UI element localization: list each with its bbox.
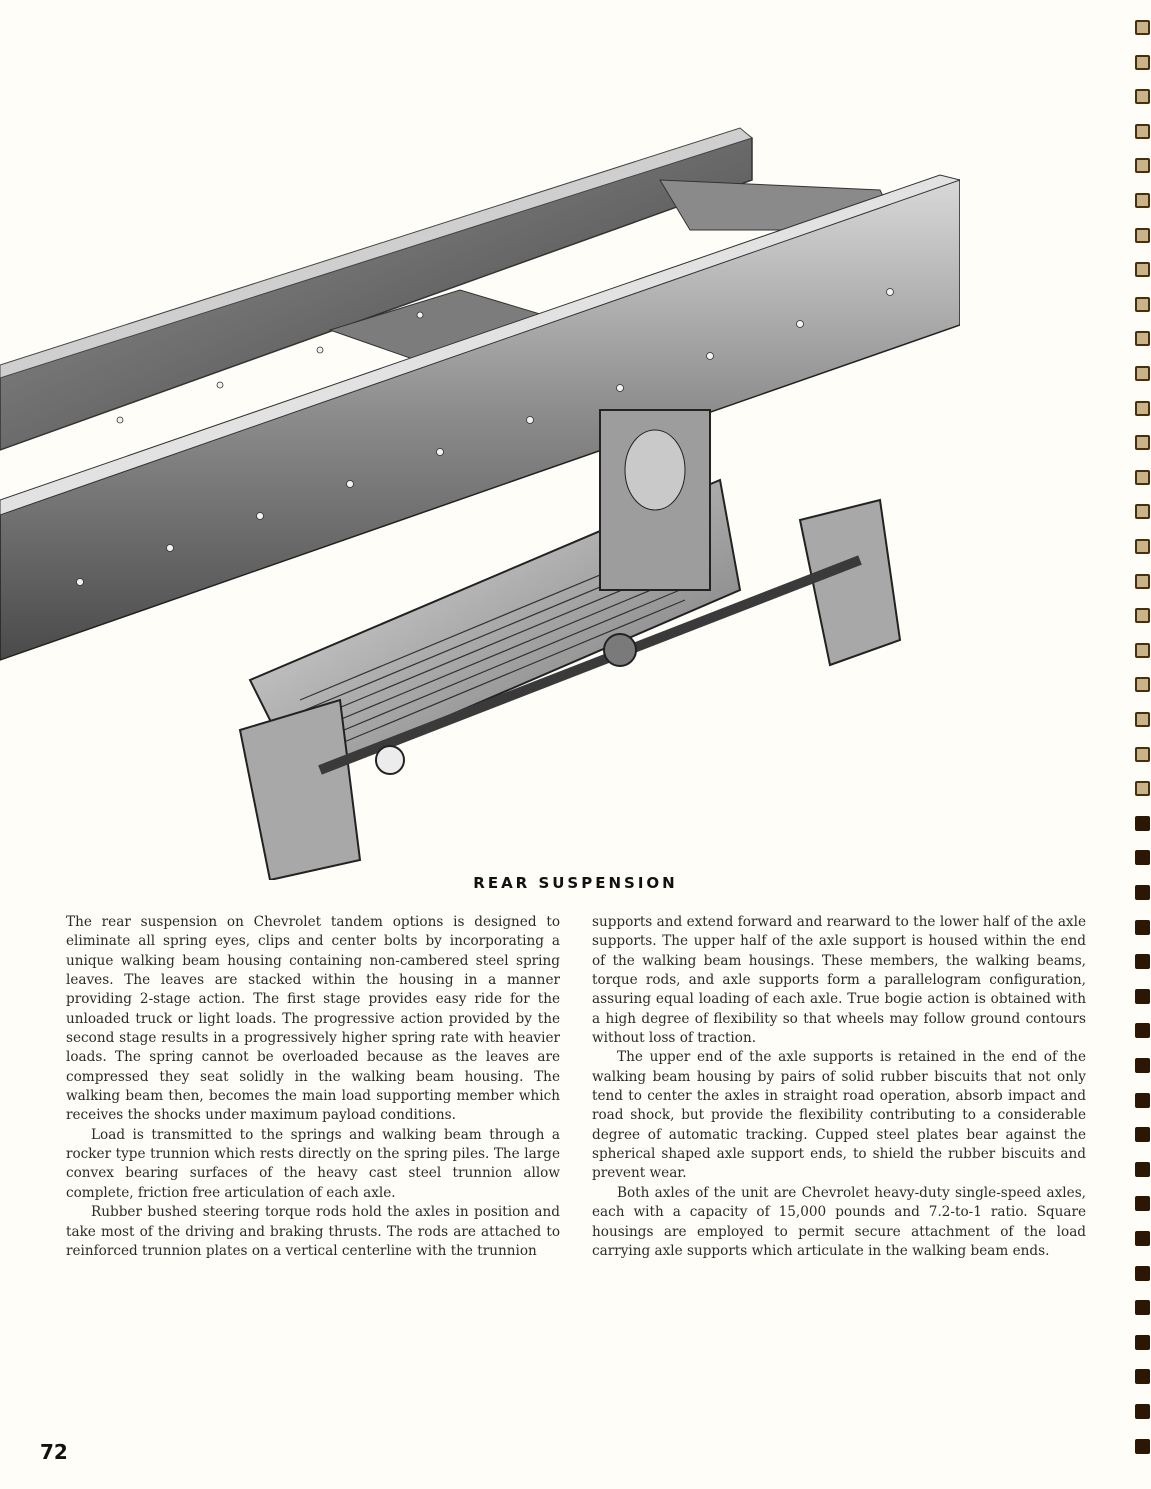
spiral-ring xyxy=(1135,1127,1150,1142)
spiral-ring xyxy=(1135,55,1150,70)
paragraph: Load is transmitted to the springs and walking beam through a rocker type trunnion which rests directly on the spring piles. The large convex bearing surfaces of the heavy cast steel trunnion allow complete, friction free articulation of each axle. xyxy=(66,1126,560,1201)
spiral-ring xyxy=(1135,193,1150,208)
front-axle-support xyxy=(240,700,360,880)
spiral-ring xyxy=(1135,1093,1150,1108)
paragraph: Both axles of the unit are Chevrolet heavy-duty single-speed axles, each with a capacity of 15,000 pounds and 7.2-to-1 ratio. Square housings are employed to permit secure attachment of the load carrying axle supports which articulate in the walking beam ends. xyxy=(592,1184,1086,1259)
spiral-ring xyxy=(1135,1266,1150,1281)
spiral-ring xyxy=(1135,574,1150,589)
spiral-ring xyxy=(1135,366,1150,381)
paragraph: supports and extend forward and rearward to the lower half of the axle supports. The upper half of the axle support is housed within the end of the walking beam housings. These members, the walking beams, torque rods, and axle supports form a parallelogram configuration, assuring equal loading of each axle. True bogie action is obtained with a high degree of flexibility so that wheels may follow ground contours without loss of traction. xyxy=(592,914,1086,1047)
spiral-ring xyxy=(1135,1058,1150,1073)
spiral-ring xyxy=(1135,850,1150,865)
spiral-ring xyxy=(1135,885,1150,900)
spiral-ring xyxy=(1135,89,1150,104)
spiral-ring xyxy=(1135,1439,1150,1454)
spiral-ring xyxy=(1135,228,1150,243)
spiral-ring xyxy=(1135,20,1150,35)
spiral-ring xyxy=(1135,262,1150,277)
spiral-ring xyxy=(1135,1404,1150,1419)
spiral-ring xyxy=(1135,712,1150,727)
spiral-ring xyxy=(1135,747,1150,762)
spiral-ring xyxy=(1135,608,1150,623)
rear-suspension-illustration xyxy=(0,120,960,880)
spiral-ring xyxy=(1135,331,1150,346)
spiral-ring xyxy=(1135,504,1150,519)
paragraph: The upper end of the axle supports is retained in the end of the walking beam housing by pairs of solid rubber biscuits that not only tend to center the axles in straight road operation, absorb impact and road shock, but provide the flexibility contributing to a considerable degree of automatic tracking. Cupped steel plates bear against the spherical shaped axle support ends, to shield the rubber biscuits and prevent wear. xyxy=(592,1049,1086,1182)
spiral-ring xyxy=(1135,1300,1150,1315)
paragraph: Rubber bushed steering torque rods hold the axles in position and take most of the driving and braking thrusts. The rods are attached to reinforced trunnion plates on a vertical centerline with the trunnion xyxy=(66,1204,560,1259)
spiral-ring xyxy=(1135,677,1150,692)
spiral-ring xyxy=(1135,1162,1150,1177)
spiral-ring xyxy=(1135,1023,1150,1038)
spiral-ring xyxy=(1135,297,1150,312)
paragraph: The rear suspension on Chevrolet tandem options is designed to eliminate all spring eyes, clips and center bolts by incorporating a unique walking beam housing containing non-cambered steel spring leaves. The leaves are stacked within the housing in a manner providing 2-stage action. The first stage provides easy ride for the unloaded truck or light loads. The progressive action provided by the second stage results in a progressively higher spring rate with heavier loads. The spring cannot be overloaded because as the leaves are compressed they seat solidly in the walking beam housing. The walking beam then, becomes the main load supporting member which receives the shocks under maximum payload conditions. xyxy=(66,914,560,1124)
spiral-binding xyxy=(1131,0,1151,1489)
spiral-ring xyxy=(1135,401,1150,416)
page-number: 72 xyxy=(40,1440,68,1464)
spiral-ring xyxy=(1135,816,1150,831)
spiral-ring xyxy=(1135,1231,1150,1246)
spiral-ring xyxy=(1135,989,1150,1004)
spiral-ring xyxy=(1135,539,1150,554)
spiral-ring xyxy=(1135,1335,1150,1350)
right-text-column xyxy=(592,913,1086,1261)
spiral-ring xyxy=(1135,781,1150,796)
spiral-ring xyxy=(1135,643,1150,658)
spiral-ring xyxy=(1135,1196,1150,1211)
spiral-ring xyxy=(1135,954,1150,969)
spiral-ring xyxy=(1135,920,1150,935)
spiral-ring xyxy=(1135,435,1150,450)
spiral-ring xyxy=(1135,124,1150,139)
spiral-ring xyxy=(1135,158,1150,173)
left-text-column xyxy=(66,913,560,1261)
spiral-ring xyxy=(1135,1369,1150,1384)
section-heading: REAR SUSPENSION xyxy=(473,874,678,892)
spiral-ring xyxy=(1135,470,1150,485)
